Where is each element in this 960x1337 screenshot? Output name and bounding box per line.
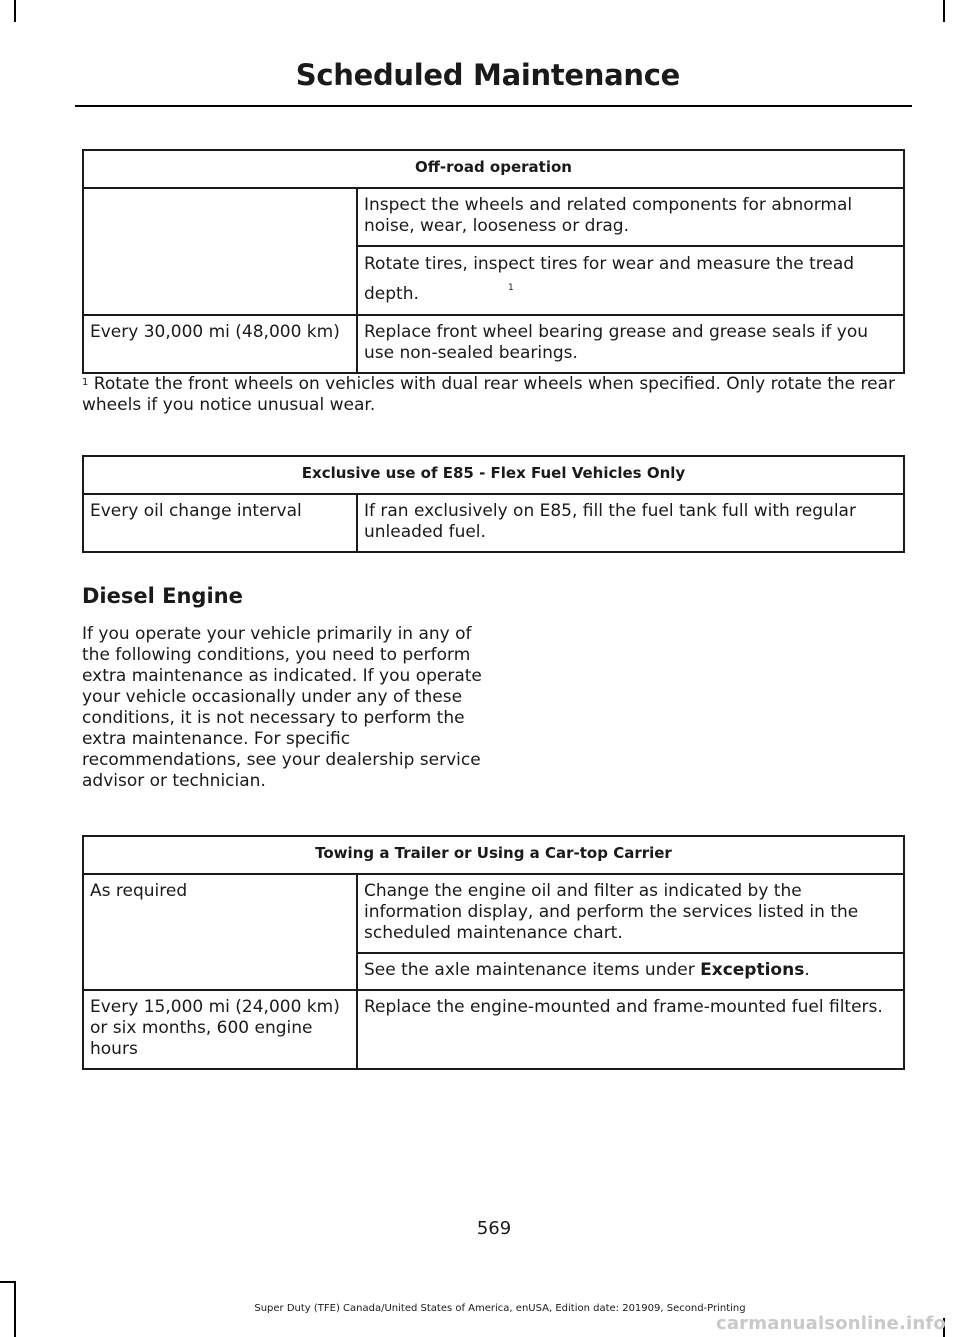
- footnote-text: Rotate the front wheels on vehicles with dual rear wheels when specified. Only rotate the rear wheels if you notice unusual wear.: [82, 374, 896, 415]
- interval-cell: Every 15,000 mi (24,000 km) or six months, 600 engine hours: [83, 990, 357, 1069]
- action-cell: [357, 953, 904, 990]
- table-row: [83, 188, 904, 246]
- exceptions-reference: Exceptions: [700, 960, 805, 980]
- section-heading: Diesel Engine: [82, 584, 243, 608]
- title-rule: [75, 105, 912, 107]
- table-row: [83, 315, 904, 373]
- table-row: [83, 494, 904, 552]
- footnote-marker: 1: [508, 283, 514, 293]
- interval-cell: Every oil change interval: [83, 494, 357, 552]
- page-title: Scheduled Maintenance: [295, 58, 680, 92]
- interval-cell: [83, 188, 357, 315]
- action-cell: [357, 246, 904, 315]
- e85-table: [82, 455, 905, 553]
- offroad-table-header: Off-road operation: [83, 150, 904, 188]
- action-cell: Change the engine oil and filter as indicated by the information display, and perform the services listed in the scheduled maintenance chart.: [357, 874, 904, 953]
- footnote: [82, 374, 912, 416]
- interval-cell: As required: [83, 874, 357, 990]
- action-cell: Replace front wheel bearing grease and grease seals if you use non-sealed bearings.: [357, 315, 904, 373]
- towing-table: [82, 835, 905, 1070]
- page-number: 569: [476, 1218, 512, 1239]
- table-row: [83, 990, 904, 1069]
- e85-table-header: Exclusive use of E85 - Flex Fuel Vehicles Only: [83, 456, 904, 494]
- footnote-marker: 1: [82, 377, 89, 388]
- body-paragraph: If you operate your vehicle primarily in any of the following conditions, you need to perform extra maintenance as indicated. If you operate your vehicle occasionally under any of these conditions, it is not necessary to perform the extra maintenance. For specific recommendations, see your dealership service advisor or technician.: [82, 624, 482, 791]
- edition-line: Super Duty (TFE) Canada/United States of America, enUSA, Edition date: 201909, Second-Printing: [254, 1303, 746, 1314]
- towing-table-header: Towing a Trailer or Using a Car-top Carrier: [83, 836, 904, 874]
- crop-mark-top-left-v: [14, 0, 16, 22]
- action-text: Rotate tires, inspect tires for wear and measure the tread depth.: [364, 254, 855, 304]
- watermark: carmanualsonline.info: [715, 1313, 946, 1334]
- table-row: [83, 874, 904, 953]
- action-cell: If ran exclusively on E85, fill the fuel tank full with regular unleaded fuel.: [357, 494, 904, 552]
- action-cell: Inspect the wheels and related components for abnormal noise, wear, looseness or drag.: [357, 188, 904, 246]
- crop-mark-bottom-left-h: [0, 1281, 16, 1283]
- action-text: See the axle maintenance items under: [364, 960, 701, 980]
- offroad-table: [82, 149, 905, 374]
- crop-mark-top-right-v: [943, 0, 945, 22]
- action-cell: Replace the engine-mounted and frame-mounted fuel filters.: [357, 990, 904, 1069]
- action-text-suffix: .: [804, 960, 810, 980]
- interval-cell: Every 30,000 mi (48,000 km): [83, 315, 357, 373]
